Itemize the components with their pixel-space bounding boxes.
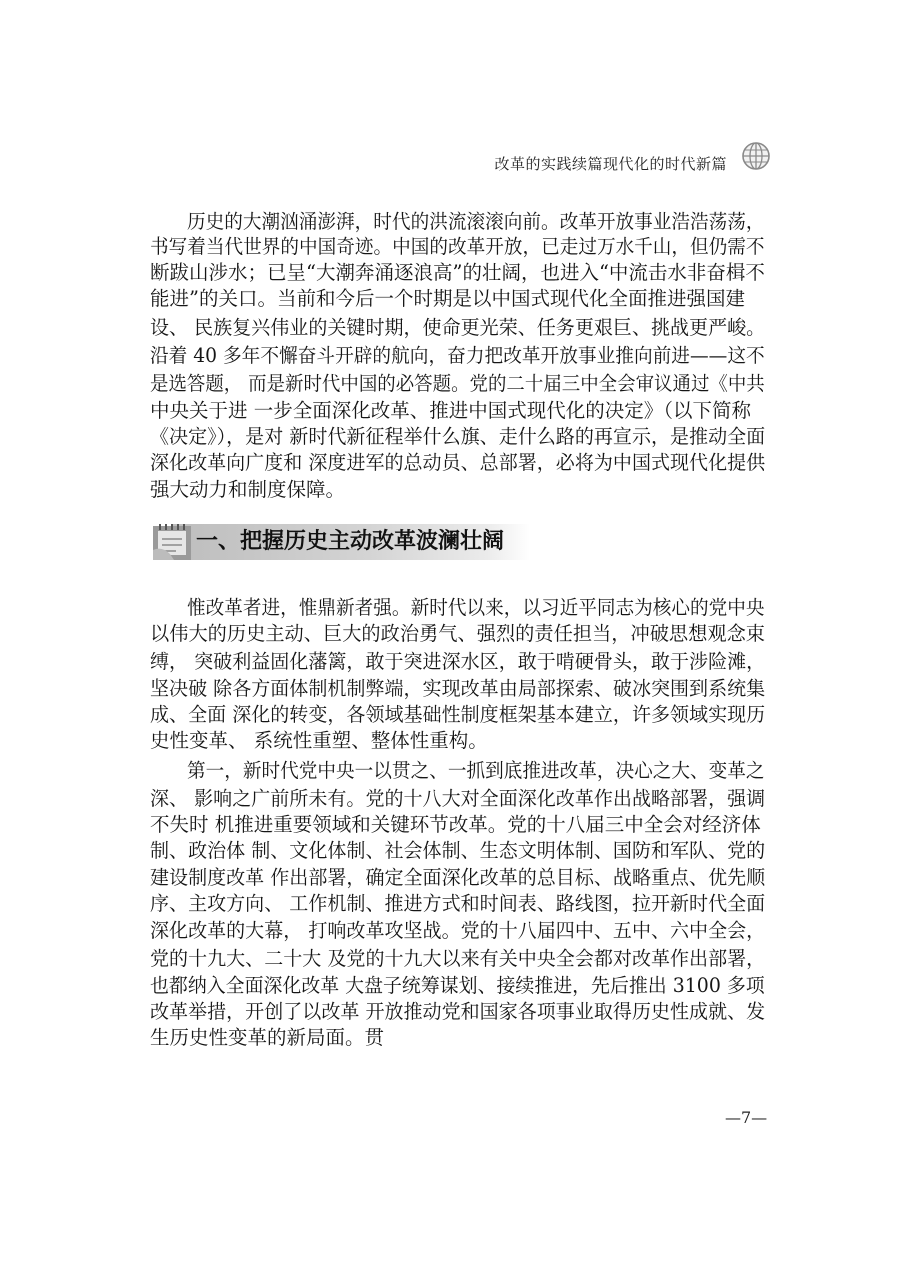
text-line: 序、主攻方向、 工作机制、推进方式和时间表、路线图，拉开新时代全面 — [150, 892, 766, 915]
text-line: 制、政治体 制、文化体制、社会体制、生态文明体制、国防和军队、党的 — [150, 839, 766, 862]
text-line: 生历史性变革的新局面。贯 — [150, 1026, 385, 1049]
text-line: 能进”的关口。当前和今后一个时期是以中国式现代化全面推进强国建 — [150, 287, 745, 310]
text-line: 强大动力和制度保障。 — [150, 478, 346, 501]
text-line: 建设制度改革 作出部署，确定全面深化改革的总目标、战略重点、优先顺 — [150, 866, 766, 889]
text-line: 深化改革向广度和 深度进军的总动员、总部署，必将为中国式现代化提供 — [150, 451, 766, 474]
text-line: 书写着当代世界的中国奇迹。中国的改革开放，已走过万水千山，但仍需不 — [150, 235, 765, 258]
text-line: 坚决破 除各方面体制机制弊端，实现改革由局部探索、破冰突围到系统集 — [150, 677, 766, 700]
notepad-icon — [150, 520, 198, 564]
running-header: 改革的实践续篇现代化的时代新篇 — [494, 155, 727, 173]
text-line: 设、 民族复兴伟业的关键时期，使命更光荣、任务更艰巨、挑战更严峻。 — [150, 316, 766, 339]
text-line: 也都纳入全面深化改革 大盘子统筹谋划、接续推进，先后推出 3100 多项 — [150, 974, 765, 997]
text-line: 是选答题， 而是新时代中国的必答题。党的二十届三中全会审议通过《中共 — [150, 372, 765, 395]
text-line: 改革举措，开创了以改革 开放推动党和国家各项事业取得历史性成就、发 — [150, 1000, 766, 1023]
globe-icon — [741, 141, 771, 171]
text-line: 惟改革者进，惟鼎新者强。新时代以来，以习近平同志为核心的党中央 — [187, 596, 765, 619]
section-heading — [150, 520, 530, 564]
text-line: 中央关于进 一步全面深化改革、推进中国式现代化的决定》（以下简称 — [150, 399, 751, 422]
text-line: 成、全面 深化的转变，各领域基础性制度框架基本建立，许多领域实现历 — [150, 703, 766, 726]
text-line: 断跋山涉水；已呈“大潮奔涌逐浪高”的壮阔，也进入“中流击水非奋楫不 — [150, 261, 765, 284]
page-number: —7— — [725, 1108, 768, 1127]
section-title: 一、把握历史主动改革波澜壮阔 — [196, 529, 505, 554]
text-line: 深化改革的大幕， 打响改革攻坚战。党的十八届四中、五中、六中全会， — [150, 919, 766, 942]
text-line: 沿着 40 多年不懈奋斗开辟的航向，奋力把改革开放事业推向前进——这不 — [150, 344, 765, 367]
text-line: 以伟大的历史主动、巨大的政治勇气、强烈的责任担当，冲破思想观念束 — [150, 622, 766, 645]
text-line: 深、 影响之广前所未有。党的十八大对全面深化改革作出战略部署，强调 — [150, 787, 766, 810]
text-line: 缚， 突破利益固化藩篱，敢于突进深水区，敢于啃硬骨头，敢于涉险滩， — [150, 650, 766, 673]
text-line: 历史的大潮汹涌澎湃，时代的洪流滚滚向前。改革开放事业浩浩荡荡， — [187, 210, 765, 233]
text-line: 党的十九大、二十大 及党的十九大以来有关中央全会都对改革作出部署， — [150, 947, 766, 970]
text-line: 不失时 机推进重要领域和关键环节改革。党的十八届三中全会对经济体 — [150, 813, 761, 836]
text-line: 《决定》），是对 新时代新征程举什么旗、走什么路的再宣示，是推动全面 — [150, 425, 766, 448]
text-line: 第一，新时代党中央一以贯之、一抓到底推进改革，决心之大、变革之 — [187, 759, 765, 782]
text-line: 史性变革、 系统性重塑、整体性重构。 — [150, 729, 488, 752]
